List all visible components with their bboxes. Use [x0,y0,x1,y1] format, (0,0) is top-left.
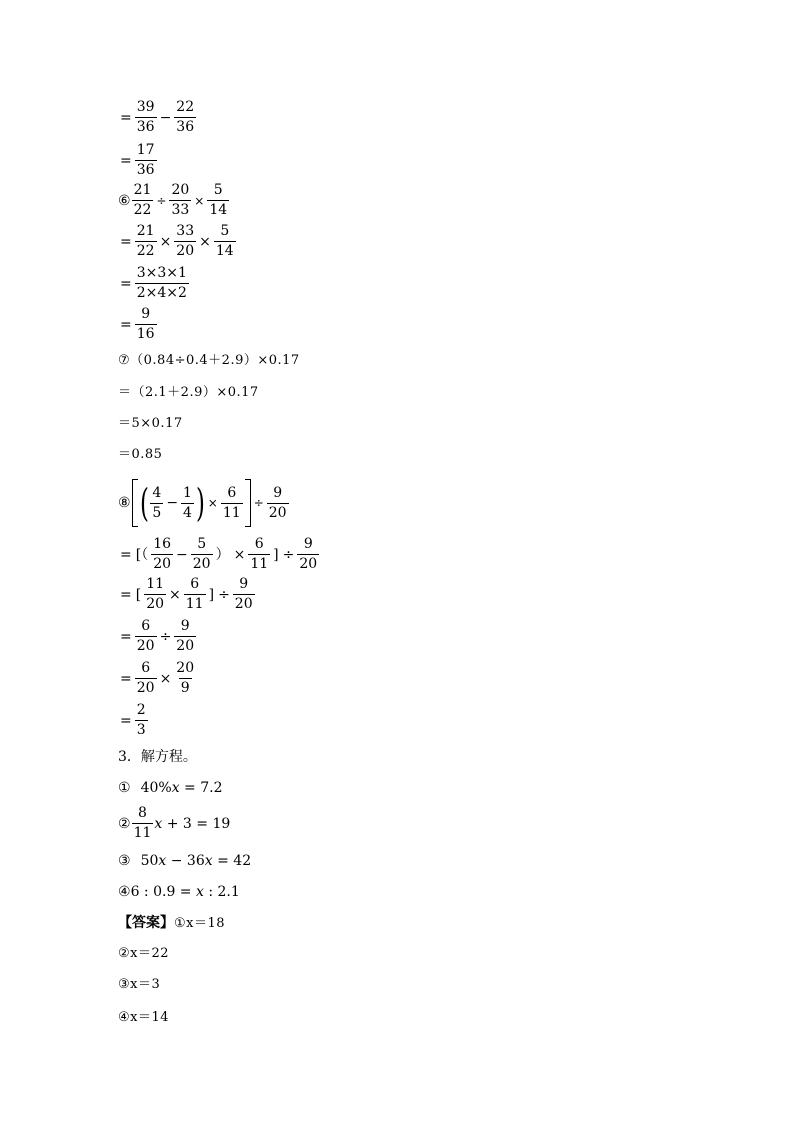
fraction: $\frac{3\times 3\times 1}{2\times 4\times 2}$ [136,265,187,301]
calc5-line2: = $\frac{17}{36}$ [120,142,155,178]
calc7-line3: ＝0.85 [118,447,163,462]
fraction: $\frac{33}{20}$ [176,223,195,259]
left-paren: ( [139,481,149,525]
calc8-line2: = [ $\frac{11}{20}$ × $\frac{6}{11}$ ] ÷ $\frac{9}{20}$ [120,576,253,612]
answer-3: ③x＝3 [118,977,161,992]
calc6-line3: = $\frac{9}{16}$ [120,306,155,342]
fraction: $\frac{6}{20}$ [136,660,155,696]
calc7-line2: ＝5×0.17 [118,416,183,431]
fraction: $\frac{9}{20}$ [268,484,287,521]
fraction: $\frac{2}{3}$ [136,702,146,738]
fraction: $\frac{9}{20}$ [234,576,253,612]
fraction: $\frac{20}{33}$ [171,182,190,218]
problem-marker: ⑧ [118,495,131,511]
calc7-line1: ＝（2.1＋2.9）×0.17 [118,385,259,400]
calc6-line1: = $\frac{21}{22}$ × $\frac{33}{20}$ × $\frac{5}{14}$ [120,223,234,259]
answer-1: 【答案】 ①x＝18 [118,915,226,931]
calc8-line3: = $\frac{6}{20}$ ÷ $\frac{9}{20}$ [120,618,195,654]
calc6-line2: = $\frac{3\times 3\times 1}{2\times 4\times 2}$ [120,265,187,301]
fraction: $\frac{9}{20}$ [299,536,318,572]
calc8-line0: ⑧ ( $\frac{4}{5}$ − $\frac{1}{4}$ ) × $\frac{6}{11}$ ÷ $\frac{9}{20}$ [118,481,287,525]
fraction: $\frac{21}{22}$ [133,182,152,218]
right-bracket [245,479,251,527]
left-bracket [132,479,138,527]
fraction: $\frac{6}{11}$ [185,576,204,612]
fraction: $\frac{39}{36}$ [136,99,155,135]
calc6-line0: ⑥ $\frac{21}{22}$ ÷ $\frac{20}{33}$ × $\frac{5}{14}$ [118,182,228,218]
equation-2: ② $\frac{8}{11}$ x + 3 = 19 [118,805,231,841]
fraction: $\frac{4}{5}$ [152,484,162,521]
calc7-line0: ⑦（0.84÷0.4＋2.9）×0.17 [118,353,300,368]
fraction: $\frac{5}{20}$ [192,536,211,572]
answer-2: ②x＝22 [118,946,170,961]
fraction: $\frac{5}{14}$ [209,182,228,218]
fraction: $\frac{8}{11}$ [133,805,152,841]
fraction: $\frac{20}{9}$ [176,660,195,696]
calc8-line5: = $\frac{2}{3}$ [120,702,146,738]
fraction: $\frac{5}{14}$ [215,223,234,259]
equation-1: ① 40% x = 7.2 [118,780,223,796]
fraction: $\frac{1}{4}$ [183,484,192,521]
answer-label: 【答案】 [118,915,174,931]
calc8-line1: = [（ $\frac{16}{20}$ − $\frac{5}{20}$ ） × $\frac{6}{11}$ ] ÷ $\frac{9}{20}$ [120,536,318,572]
answer-4: ④x＝14 [118,1010,170,1025]
fraction: $\frac{9}{16}$ [136,306,155,342]
fraction: $\frac{6}{20}$ [136,618,155,654]
equation-3: ③ 50 x − 36 x = 42 [118,853,252,869]
equation-4: ④ 6 : 0.9 = x : 2.1 [118,884,240,900]
fraction: $\frac{17}{36}$ [136,142,155,178]
calc5-line1: = $\frac{39}{36}$ − $\frac{22}{36}$ [120,99,195,135]
fraction: $\frac{9}{20}$ [176,618,195,654]
section-title: 3．解方程。 [118,749,197,765]
fraction: $\frac{11}{20}$ [146,576,165,612]
calc8-line4: = $\frac{6}{20}$ × $\frac{20}{9}$ [120,660,195,696]
right-paren: ) [195,481,205,525]
problem-marker: ⑥ [118,192,131,209]
fraction: $\frac{16}{20}$ [153,536,172,572]
fraction: $\frac{21}{22}$ [136,223,155,259]
fraction: $\frac{22}{36}$ [176,99,195,135]
fraction: $\frac{6}{11}$ [250,536,269,572]
fraction: $\frac{6}{11}$ [222,484,241,521]
